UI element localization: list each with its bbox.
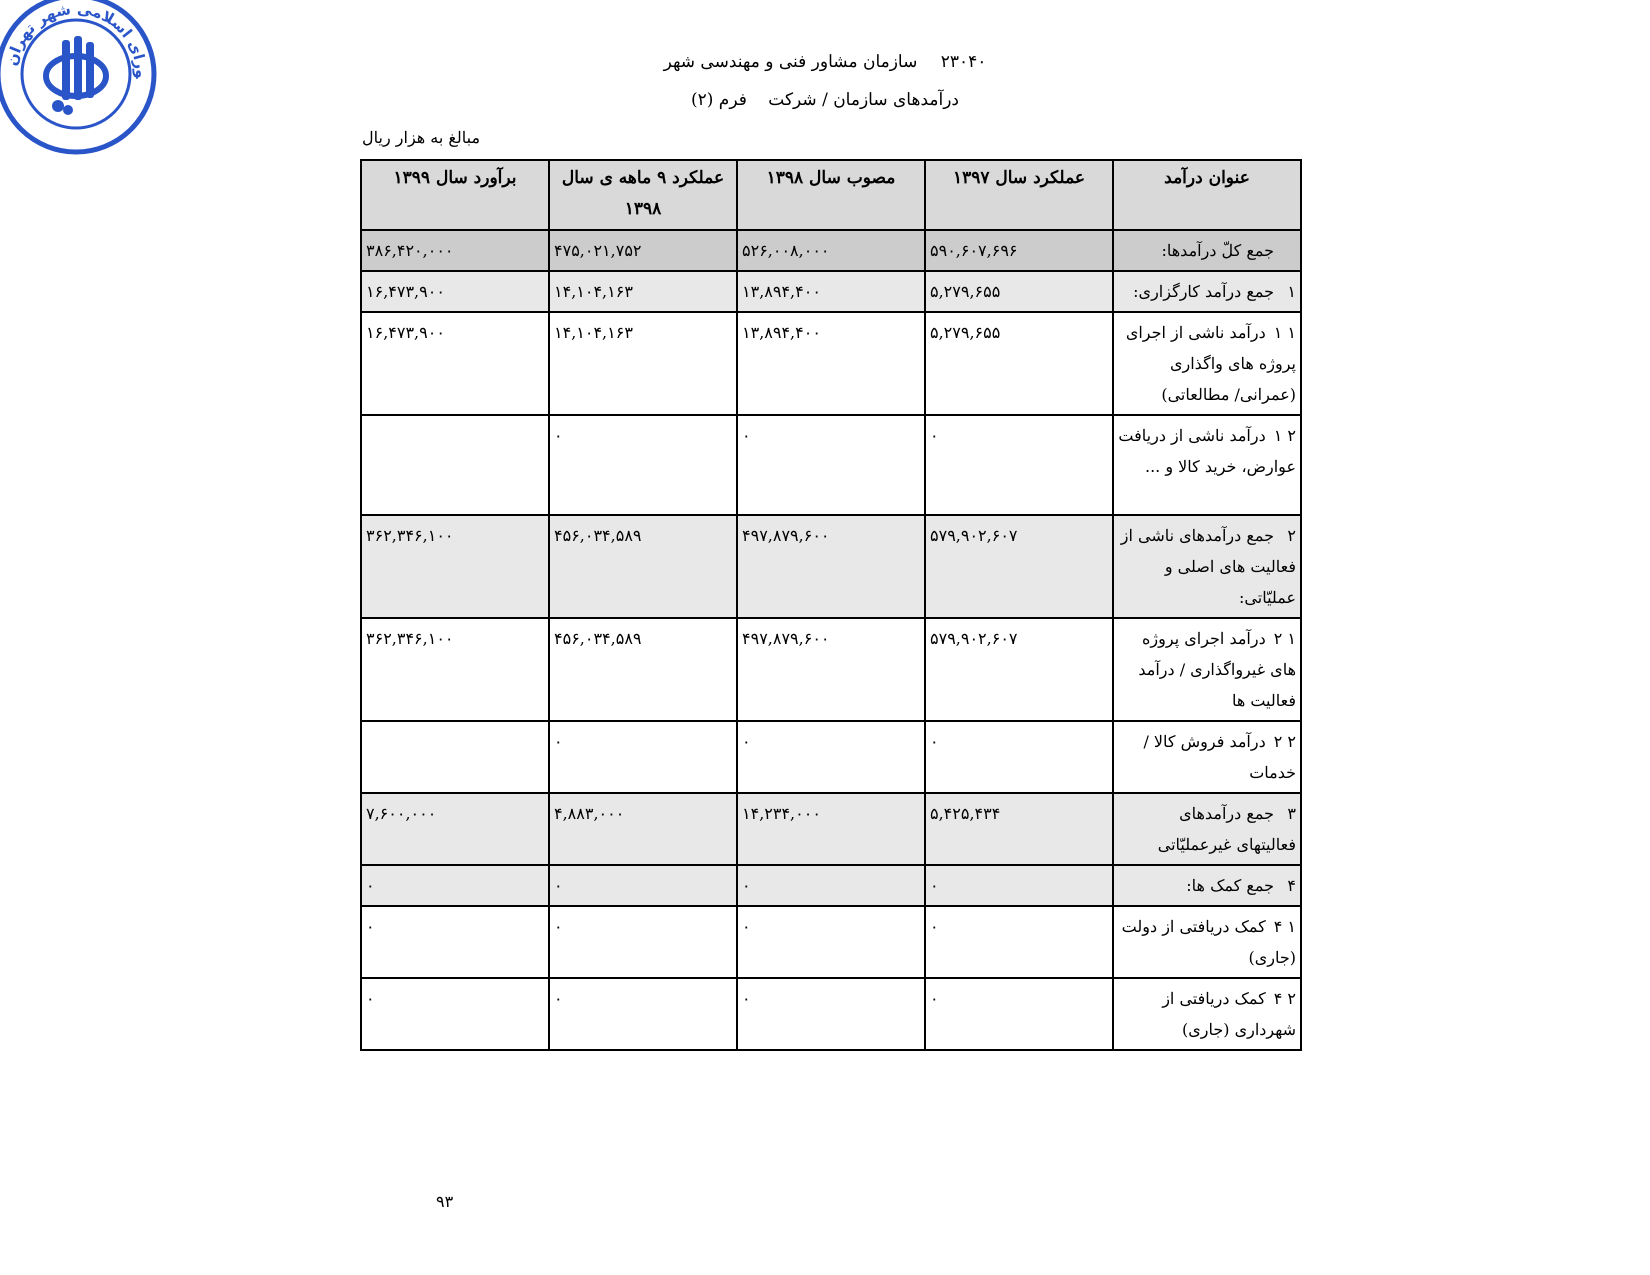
amount-cell: ۱۴,۱۰۴,۱۶۳ <box>549 312 737 415</box>
amount-cell: ۵,۴۲۵,۴۳۴ <box>925 793 1113 865</box>
amount-cell: ۴۵۶,۰۳۴,۵۸۹ <box>549 618 737 721</box>
currency-unit-note: مبالغ به هزار ریال <box>362 128 481 147</box>
income-table <box>360 159 1302 1051</box>
amount-cell: ۰ <box>361 978 549 1050</box>
income-title: درآمد ناشی از دریافت عوارض، خرید کالا و ... <box>1118 426 1296 476</box>
amount-cell: ۰ <box>361 865 549 906</box>
amount-cell: ۱۴,۱۰۴,۱۶۳ <box>549 271 737 312</box>
income-title-cell <box>1113 230 1301 271</box>
income-title: جمع درآمدهای ناشی از فعالیت های اصلی و عملیّاتی: <box>1120 526 1296 607</box>
income-title: جمع درآمدهای فعالیتهای غیرعملیّاتی <box>1157 804 1296 854</box>
column-header: مصوب سال ۱۳۹۸ <box>737 160 925 230</box>
income-title: درآمد ناشی از اجرای پروژه های واگذاری (عمرانی/ مطالعاتی) <box>1125 323 1296 404</box>
row-index: ۳ <box>1287 804 1296 823</box>
income-title-cell <box>1113 978 1301 1050</box>
amount-cell: ۰ <box>549 721 737 793</box>
income-title: جمع کمک ها: <box>1186 876 1274 895</box>
income-title: جمع درآمد کارگزاری: <box>1133 282 1274 301</box>
amount-cell: ۰ <box>925 978 1113 1050</box>
amount-cell: ۰ <box>925 865 1113 906</box>
income-title-cell <box>1113 906 1301 978</box>
table-row <box>361 906 1301 978</box>
amount-cell: ۰ <box>737 721 925 793</box>
table-row <box>361 230 1301 271</box>
amount-cell: ۱۳,۸۹۴,۴۰۰ <box>737 271 925 312</box>
income-title: جمع کلّ درآمدها: <box>1161 241 1274 260</box>
row-index: ۲ ۴ <box>1273 989 1296 1008</box>
organization-seal <box>0 0 160 158</box>
table-row <box>361 312 1301 415</box>
document-code: ۲۳۰۴۰ <box>940 52 987 72</box>
income-title-cell <box>1113 618 1301 721</box>
svg-text:معاونت شورای اسلامی شهر تهران: ورای اسلامی شهر تهران <box>2 0 151 79</box>
amount-cell: ۷,۶۰۰,۰۰۰ <box>361 793 549 865</box>
row-index: ۴ <box>1287 876 1296 895</box>
table-row <box>361 618 1301 721</box>
row-index: ۱ <box>1287 282 1296 301</box>
row-index: ۱ ۴ <box>1273 917 1296 936</box>
amount-cell: ۵۲۶,۰۰۸,۰۰۰ <box>737 230 925 271</box>
table-row <box>361 865 1301 906</box>
row-index: ۲ ۱ <box>1273 426 1296 445</box>
amount-cell <box>361 415 549 515</box>
amount-cell: ۰ <box>361 906 549 978</box>
page-number: ۹۳ <box>436 1192 454 1211</box>
column-header: عملکرد ۹ ماهه ی سال ۱۳۹۸ <box>549 160 737 230</box>
income-title: کمک دریافتی از شهرداری (جاری) <box>1162 989 1296 1039</box>
amount-cell: ۳۸۶,۴۲۰,۰۰۰ <box>361 230 549 271</box>
table-row <box>361 793 1301 865</box>
amount-cell: ۰ <box>737 978 925 1050</box>
amount-cell: ۰ <box>925 415 1113 515</box>
amount-cell: ۰ <box>549 906 737 978</box>
income-title-cell <box>1113 515 1301 618</box>
amount-cell: ۴۹۷,۸۷۹,۶۰۰ <box>737 618 925 721</box>
table-header-row <box>361 160 1301 230</box>
document-header <box>0 52 1650 72</box>
income-title: درآمد فروش کالا / خدمات <box>1143 732 1296 782</box>
amount-cell: ۱۶,۴۷۳,۹۰۰ <box>361 312 549 415</box>
income-title: درآمد اجرای پروژه های غیرواگذاری / درآمد فعالیت ها <box>1138 629 1296 710</box>
amount-cell: ۱۳,۸۹۴,۴۰۰ <box>737 312 925 415</box>
amount-cell: ۳۶۲,۳۴۶,۱۰۰ <box>361 515 549 618</box>
income-title: کمک دریافتی از دولت (جاری) <box>1121 917 1296 967</box>
column-header: برآورد سال ۱۳۹۹ <box>361 160 549 230</box>
table-row <box>361 515 1301 618</box>
row-index: ۲ ۲ <box>1273 732 1296 751</box>
row-index: ۲ <box>1287 526 1296 545</box>
amount-cell: ۴۵۶,۰۳۴,۵۸۹ <box>549 515 737 618</box>
form-label: فرم (۲) <box>690 90 747 110</box>
amount-cell: ۰ <box>737 906 925 978</box>
amount-cell <box>361 721 549 793</box>
amount-cell: ۰ <box>549 978 737 1050</box>
amount-cell: ۰ <box>737 415 925 515</box>
amount-cell: ۴۹۷,۸۷۹,۶۰۰ <box>737 515 925 618</box>
amount-cell: ۱۴,۲۳۴,۰۰۰ <box>737 793 925 865</box>
amount-cell: ۰ <box>925 721 1113 793</box>
amount-cell: ۰ <box>549 865 737 906</box>
amount-cell: ۰ <box>925 906 1113 978</box>
income-title-cell <box>1113 793 1301 865</box>
table-row <box>361 721 1301 793</box>
income-title-cell <box>1113 415 1301 515</box>
amount-cell: ۴۷۵,۰۲۱,۷۵۲ <box>549 230 737 271</box>
income-title-cell <box>1113 721 1301 793</box>
table-row <box>361 271 1301 312</box>
income-title-cell <box>1113 865 1301 906</box>
document-subheader <box>0 90 1650 110</box>
income-title-cell <box>1113 312 1301 415</box>
amount-cell: ۴,۸۸۳,۰۰۰ <box>549 793 737 865</box>
column-header: عنوان درآمد <box>1113 160 1301 230</box>
income-title-cell <box>1113 271 1301 312</box>
amount-cell: ۵۷۹,۹۰۲,۶۰۷ <box>925 515 1113 618</box>
column-header: عملکرد سال ۱۳۹۷ <box>925 160 1113 230</box>
amount-cell: ۰ <box>549 415 737 515</box>
amount-cell: ۵۷۹,۹۰۲,۶۰۷ <box>925 618 1113 721</box>
amount-cell: ۰ <box>737 865 925 906</box>
amount-cell: ۱۶,۴۷۳,۹۰۰ <box>361 271 549 312</box>
document-subtitle: درآمدهای سازمان / شرکت <box>768 90 959 110</box>
row-index: ۱ ۱ <box>1273 323 1296 342</box>
row-index: ۱ ۲ <box>1273 629 1296 648</box>
organization-name: سازمان مشاور فنی و مهندسی شهر <box>663 52 918 72</box>
amount-cell: ۵,۲۷۹,۶۵۵ <box>925 271 1113 312</box>
amount-cell: ۵۹۰,۶۰۷,۶۹۶ <box>925 230 1113 271</box>
table-row <box>361 978 1301 1050</box>
table-row <box>361 415 1301 515</box>
amount-cell: ۵,۲۷۹,۶۵۵ <box>925 312 1113 415</box>
amount-cell: ۳۶۲,۳۴۶,۱۰۰ <box>361 618 549 721</box>
